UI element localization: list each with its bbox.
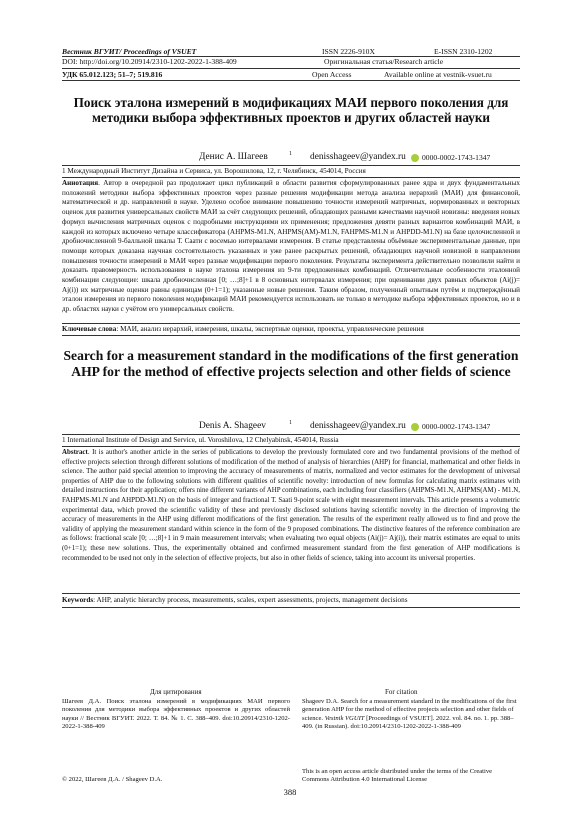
orcid-link[interactable] bbox=[411, 152, 490, 163]
title-ru: Поиск эталона измерений в модификациях МАИ первого поколения для методики выбора эффективных проектов и других областей науки bbox=[73, 95, 509, 125]
citation-text-en-part: Shageev D.A. Search for a measurement standard in the modifications of the first generation AHP for the method of effective projects selection and other fields of science. bbox=[302, 698, 517, 722]
citation-header-ru: Для цитирования bbox=[150, 688, 202, 696]
abstract-label-en: Abstract bbox=[62, 448, 88, 456]
affiliation-en: 1 International Institute of Design and Service, ul. Voroshilova, 12 Chelyabinsk, 454014, Russia bbox=[62, 436, 339, 444]
doi-link[interactable]: DOI: http://doi.org/10.20914/2310-1202-2022-1-388-409 bbox=[62, 57, 237, 66]
affiliation-ru: 1 Международный Институт Дизайна и Сервиса, ул. Ворошилова, 12, г. Челябинск, 454014, Россия bbox=[62, 167, 366, 175]
keywords-label-ru: Ключевые слова bbox=[62, 325, 117, 333]
affiliation-divider bbox=[62, 446, 520, 447]
abstract-en bbox=[62, 448, 520, 563]
citation-journal-en: Vestnik VGUIT bbox=[324, 714, 365, 722]
article-type: Оригинальная статья/Research article bbox=[324, 57, 444, 66]
orcid-link[interactable] bbox=[411, 421, 490, 432]
orcid-icon bbox=[411, 423, 419, 431]
copyright: © 2022, Шагеев Д.А. / Shageev D.A. bbox=[62, 776, 163, 783]
keywords-text-ru: : МАИ, анализ иерархий, измерения, шкалы, экспертные оценки, проекты, управленческие решения bbox=[116, 325, 424, 333]
author-divider bbox=[62, 165, 520, 166]
abstract-divider bbox=[62, 323, 520, 324]
orcid-icon bbox=[411, 154, 419, 162]
abstract-text-en: . It is author's another article in the series of publications to develop the previously formulated core and two fundamental provisions of the method of effective projects selection through different solutions of modification of the method of analysis of hierarchies (AHP) for financial, mathematical and other fields in science. The author paid special attention to improving the accuracy of measurements of matrix, normalized and vector estimates for the development of universal properties of AHP due to the following solutions with different qualities of scientific novelty: introduction of new formulas for calculating matrix estimates with detailed instructions for their application; offers nine different variants of AHP combinations, each including four classifiers (AHPMS-M1.N, AHPMS(AM) - M1.N, FAHPMS-M1.N and AHPDD-M1.N) on the basis of integer and fractional T. Saati 9-point scale with eight measurement intervals. This article presents a volumetric experimental data, which proved the scientific validity of these and previously disclosed solutions having scientific novelty in the direction of improving the accuracy of measurements in the AHP using different modifications of the first generation. The results of the experiment really allowed us to find and prove the validity of applying the measurement standard within science in the form of the 9 proposed combinations. The distinctive features of the reference combination are as follows: fractional scale [0; …;8]+1 in 9 main measurement intervals; when evaluating two equal objects (Ai(j)= Aj(i)), their matrix estimates are equal to units (0+1=1); these new solutions. Thus, the experimentally obtained and confirmed measurement standard from the first generation of AHP modifications is recommended to be used not only in the selection of effective projects, but also in other fields of science, taking into account its universal properties. bbox=[62, 448, 520, 562]
keywords-en bbox=[62, 596, 520, 605]
author-name: Денис А. Шагеев bbox=[199, 152, 268, 162]
open-access-label: Open Access bbox=[312, 70, 352, 79]
abstract-label-ru: Аннотация bbox=[62, 179, 99, 187]
license-text: This is an open access article distributed under the terms of the Creative Commons Attribution 4.0 International License bbox=[302, 768, 493, 784]
abstract-divider bbox=[62, 593, 520, 594]
keywords-text-en: : AHP, analytic hierarchy process, measurements, scales, expert assessments, projects, management decisions bbox=[93, 596, 408, 604]
author-name: Denis A. Shageev bbox=[199, 421, 266, 431]
page-number: 388 bbox=[283, 787, 297, 797]
title-en: Search for a measurement standard in the modifications of the first generation AHP for the method of effective projects selection and other fields of science bbox=[63, 348, 519, 379]
abstract-text-ru: . Автор в очередной раз продолжает цикл публикаций в области развития сформулированных ранее ядра и двух фундаментальных положений методики выбора эффективных проектов через разные решения модификации метода анализа иерархий (МАИ) для финансовой, математической и др. направлений в науке. Уделено особое внимание повышению точности измерений матричных, нормированных и векторных оценок для развития универсальных свойств МАИ за счёт следующих решений, обладающих разными качествами научной новизны: введения новых формул вычисления матричных оценок с подробными инструкциями их применения; предложения девяти разных вариантов комбинаций МАИ, в каждой из которых включено четыре классификатора (AHPMS-M1.N, AHPMS(AM)-M1.N, FAHPMS-M1.N и AHPDD-M1.N) на базе целочисленной и дробночисленной 9-балльной шкалы Т. Саати с восемью интервалами измерения. В статье представлены объёмные экспериментальные данные, при помощи которых доказана научная состоятельность указанных и уже ранее раскрытых решений, обладающих научной новизной в направлении повышения точности измерений в МАИ через разные модификации первого поколения. Результаты эксперимента действительно позволили найти и доказать правомерность использования в науке эталона измерения из 9-ти предложенных комбинаций. Отличительные особенности эталонной комбинации следующие: шкала дробночисленная [0; …;8]+1 в 8 основных интервалах измерения; при оценивании двух равных объектов (Ai(j)= Aj(i)) их матричные оценки равны единицам (0+1=1); указанные новые решения. Таким образом, полученный опытным путём и подтверждённый эталон измерения из первого поколения модификаций МАИ рекомендуется использовать не только в методике выбора эффективных проектов, но и в др. областях науки с учётом его универсальных свойств. bbox=[62, 179, 520, 314]
available-online-link[interactable]: Available online at vestnik-vsuet.ru bbox=[384, 70, 492, 79]
orcid-id: 0000-0002-1743-1347 bbox=[422, 153, 491, 162]
affiliation-divider bbox=[62, 177, 520, 178]
header-divider bbox=[62, 80, 520, 81]
citation-text-en bbox=[302, 698, 520, 731]
author-affiliation-index: 1 bbox=[289, 151, 292, 157]
keywords-divider bbox=[62, 335, 520, 336]
author-divider bbox=[62, 434, 520, 435]
keywords-label-en: Keywords bbox=[62, 596, 94, 604]
citation-text-en-part: [Proceedings of VSUET]. 2022. vol. 84. no. 1. pp. 388–409. (in Russian). doi:10.20914/2310-1202-2022-1-388-409 bbox=[302, 714, 514, 730]
citation-text-ru: Шагеев Д.А. Поиск эталона измерений в модификациях МАИ первого поколения для методики выбора эффективных проектов и других областей науки // Вестник ВГУИТ. 2022. Т. 84. № 1. С. 388–409. doi:10.20914/2310-1202-2022-1-388-409 bbox=[62, 698, 290, 730]
author-email[interactable]: denisshageev@yandex.ru bbox=[310, 152, 406, 162]
issn: ISSN 2226-910X bbox=[322, 47, 375, 56]
orcid-id: 0000-0002-1743-1347 bbox=[422, 422, 491, 431]
eissn: E-ISSN 2310-1202 bbox=[434, 47, 493, 56]
keywords-divider bbox=[62, 607, 520, 608]
journal-name: Вестник ВГУИТ/ Proceedings of VSUET bbox=[62, 47, 197, 56]
author-email[interactable]: denisshageev@yandex.ru bbox=[310, 421, 406, 431]
header-divider bbox=[62, 68, 520, 69]
citation-header-en: For citation bbox=[385, 688, 418, 696]
keywords-ru bbox=[62, 325, 520, 334]
udk-code: УДК 65.012.123; 51–7; 519.816 bbox=[62, 70, 163, 79]
author-affiliation-index: 1 bbox=[289, 420, 292, 426]
abstract-ru bbox=[62, 179, 520, 315]
